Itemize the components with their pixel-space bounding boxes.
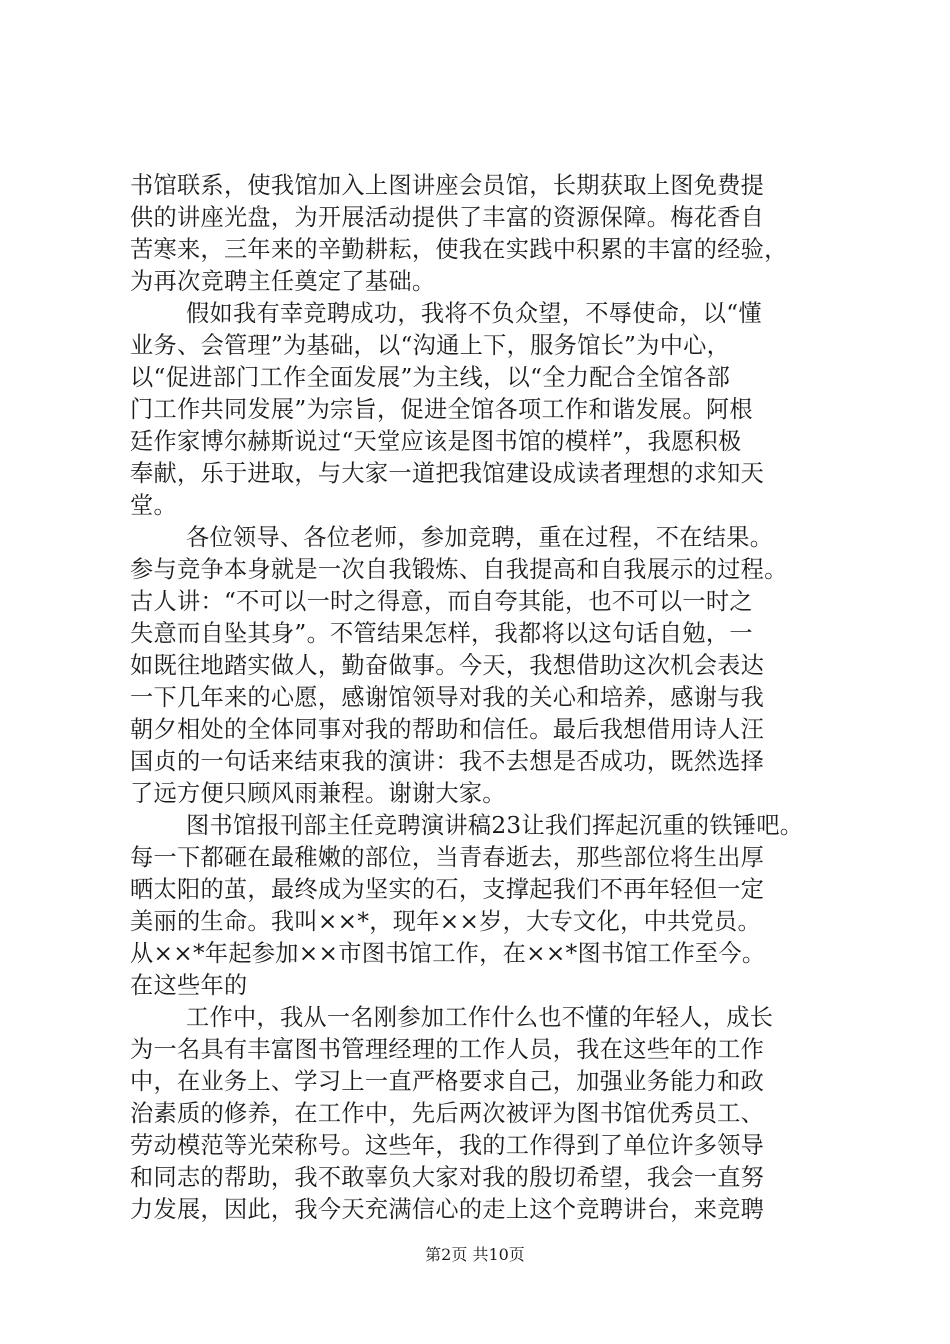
text-line: 奉献，乐于进取，与大家一道把我馆建设成读者理想的求知天 — [130, 460, 765, 487]
text-line: 供的讲座光盘，为开展活动提供了丰富的资源保障。梅花香自 — [130, 204, 765, 231]
text-line: 每一下都砸在最稚嫩的部位，当青春逝去，那些部位将生出厚 — [130, 844, 765, 871]
text-line: 在这些年的 — [130, 972, 248, 999]
text-line: 书馆联系，使我馆加入上图讲座会员馆，长期获取上图免费提 — [130, 172, 765, 199]
text-line: 劳动模范等光荣称号。这些年，我的工作得到了单位许多领导 — [130, 1132, 765, 1159]
text-line: 堂。 — [130, 492, 177, 519]
page-number-footer: 第2页 共10页 — [425, 1245, 525, 1264]
text-line: 晒太阳的茧，最终成为坚实的石，支撑起我们不再年轻但一定 — [130, 876, 765, 903]
text-line: 美丽的生命。我叫××*，现年××岁，大专文化，中共党员。 — [130, 908, 762, 935]
text-line: 了远方便只顾风雨兼程。谢谢大家。 — [130, 780, 506, 807]
text-line: 为一名具有丰富图书管理经理的工作人员，我在这些年的工作 — [130, 1036, 765, 1063]
text-line: 从××*年起参加××市图书馆工作，在××*图书馆工作至今。 — [130, 940, 766, 967]
text-line: 治素质的修养，在工作中，先后两次被评为图书馆优秀员工、 — [130, 1100, 765, 1127]
text-line: 为再次竞聘主任奠定了基础。 — [130, 268, 436, 295]
text-line: 力发展，因此，我今天充满信心的走上这个竞聘讲台，来竞聘 — [130, 1196, 765, 1223]
text-line: 工作中，我从一名刚参加工作什么也不懂的年轻人，成长 — [186, 1004, 774, 1031]
text-line: 以“促进部门工作全面发展”为主线，以“全力配合全馆各部 — [130, 364, 731, 391]
text-line: 图书馆报刊部主任竞聘演讲稿23让我们挥起沉重的铁锤吧。 — [186, 812, 804, 839]
text-line: 门工作共同发展”为宗旨，促进全馆各项工作和谐发展。阿根 — [130, 396, 753, 423]
text-line: 和同志的帮助，我不敢辜负大家对我的殷切希望，我会一直努 — [130, 1164, 765, 1191]
text-line: 苦寒来，三年来的辛勤耕耘，使我在实践中积累的丰富的经验， — [130, 236, 788, 263]
text-line: 国贞的一句话来结束我的演讲：我不去想是否成功，既然选择 — [130, 748, 765, 775]
text-line: 古人讲：“不可以一时之得意，而自夸其能，也不可以一时之 — [130, 588, 753, 615]
text-line: 朝夕相处的全体同事对我的帮助和信任。最后我想借用诗人汪 — [130, 716, 765, 743]
text-line: 如既往地踏实做人，勤奋做事。今天，我想借助这次机会表达 — [130, 652, 765, 679]
text-line: 参与竞争本身就是一次自我锻炼、自我提高和自我展示的过程。 — [130, 556, 788, 583]
text-line: 假如我有幸竞聘成功，我将不负众望，不辱使命，以“懂 — [186, 300, 762, 327]
text-line: 中，在业务上、学习上一直严格要求自己，加强业务能力和政 — [130, 1068, 765, 1095]
text-line: 一下几年来的心愿，感谢馆领导对我的关心和培养，感谢与我 — [130, 684, 765, 711]
document-body — [130, 170, 830, 1226]
text-line: 业务、会管理”为基础，以“沟通上下，服务馆长”为中心， — [130, 332, 731, 359]
text-line: 失意而自坠其身”。不管结果怎样，我都将以这句话自勉，一 — [130, 620, 753, 647]
text-line: 各位领导、各位老师，参加竞聘，重在过程，不在结果。 — [186, 524, 774, 551]
text-line: 廷作家博尔赫斯说过“天堂应该是图书馆的模样”，我愿积极 — [130, 428, 742, 455]
